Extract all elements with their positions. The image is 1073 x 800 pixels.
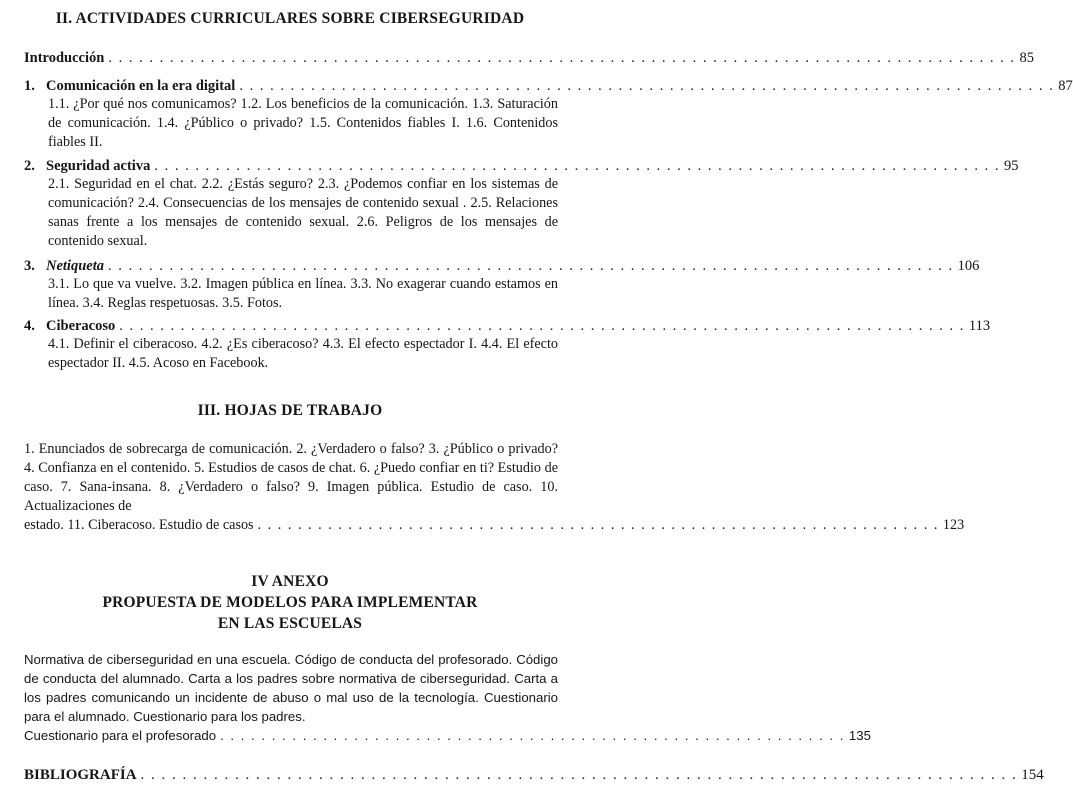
entry-description: 1.1. ¿Por qué nos comunicamos? 1.2. Los beneficios de la comunicación. 1.3. Saturación de comunicación. 1.4. ¿Público o privado? 1.5. Contenidos fiables I. 1.6. Contenidos fiables II.: [48, 96, 558, 150]
toc-entry-3[interactable]: [24, 258, 980, 313]
dot-leader: . . . . . . . . . . . . . . . . . . . . . . . . . . . . . . . . . . . . . . . . . . . . . . . . . . . . . . . . . . . . . . . . . . . . . . . . . . . . . . . .: [239, 78, 1055, 94]
dot-leader: . . . . . . . . . . . . . . . . . . . . . . . . . . . . . . . . . . . . . . . . . . . . . . . . . . . . . . . . . . . . . . . . . . . . . . . . . . . . . . . . . . .: [154, 158, 1000, 174]
section-iv-title-line: PROPUESTA DE MODELOS PARA IMPLEMENTAR: [102, 594, 478, 611]
section-iv-title: [0, 571, 580, 634]
section-iv-title-line: IV ANEXO: [251, 573, 329, 590]
entry-label: Seguridad activa: [46, 158, 151, 174]
annex-text: Normativa de ciberseguridad en una escuela. Código de conducta del profesorado. Código de conducta del alumnado. Carta a los padres sobre normativa de ciberseguridad. Carta a los padres comunicando un incidente de abuso o mal uso de la tecnología. Cuestionario para el alumnado. Cuestionario para los padres.: [24, 652, 558, 724]
toc-entry-1[interactable]: [24, 78, 1073, 152]
section-ii-title: II. ACTIVIDADES CURRICULARES SOBRE CIBERSEGURIDAD: [55, 10, 525, 27]
toc-entry-intro[interactable]: [24, 50, 1034, 67]
section-iv-title-line: EN LAS ESCUELAS: [217, 615, 363, 632]
page-number: 135: [848, 728, 871, 743]
worksheets-last-line: estado. 11. Ciberacoso. Estudio de casos: [24, 517, 254, 533]
entry-number: 4.: [24, 318, 35, 334]
annex-entry[interactable]: [24, 650, 871, 745]
annex-last-line: Cuestionario para el profesorado: [24, 728, 217, 743]
page-number: 113: [968, 318, 991, 334]
dot-leader: . . . . . . . . . . . . . . . . . . . . . . . . . . . . . . . . . . . . . . . . . . . . . . . . . . . . . . . . . . . . . . . . . . . . . . . . . . . . . . . . . . .: [108, 258, 954, 274]
section-iii-title: III. HOJAS DE TRABAJO: [197, 402, 383, 419]
entry-description: 4.1. Definir el ciberacoso. 4.2. ¿Es ciberacoso? 4.3. El efecto espectador I. 4.4. El efecto espectador II. 4.5. Acoso en Facebook.: [48, 336, 558, 371]
entry-label: BIBLIOGRAFÍA: [24, 767, 137, 783]
page-number: 85: [1019, 50, 1034, 66]
entry-number: 2.: [24, 158, 35, 174]
worksheets-entry[interactable]: [24, 440, 965, 535]
entry-label: Introducción: [24, 50, 105, 66]
entry-number: 1.: [24, 78, 35, 94]
page-number: 95: [1003, 158, 1019, 174]
dot-leader: . . . . . . . . . . . . . . . . . . . . . . . . . . . . . . . . . . . . . . . . . . . . . . . . . . . . . . . . . . . . . . . . . . . . . . . . . . . . . . . . . . . .: [140, 767, 1018, 783]
dot-leader: . . . . . . . . . . . . . . . . . . . . . . . . . . . . . . . . . . . . . . . . . . . . . . . . . . . . . . . . . . . . . . . . . . . .: [257, 517, 939, 533]
entry-label: Ciberacoso: [46, 318, 116, 334]
entry-number: 3.: [24, 258, 35, 274]
page-number: 154: [1021, 767, 1044, 783]
dot-leader: . . . . . . . . . . . . . . . . . . . . . . . . . . . . . . . . . . . . . . . . . . . . . . . . . . . . . . . . . . . . . . . . . . . . . . . . . . . . . . . . . . . . . . . . .: [108, 50, 1016, 66]
entry-label: Comunicación en la era digital: [46, 78, 236, 94]
toc-entry-4[interactable]: [24, 318, 991, 373]
entry-description: 3.1. Lo que va vuelve. 3.2. Imagen pública en línea. 3.3. No exagerar cuando estamos en línea. 3.4. Reglas respetuosas. 3.5. Fotos.: [48, 276, 558, 311]
bibliography-entry[interactable]: [24, 767, 1044, 784]
dot-leader: . . . . . . . . . . . . . . . . . . . . . . . . . . . . . . . . . . . . . . . . . . . . . . . . . . . . . . . . . . . . . . . . . . . . . . . . . . . . . . . . . . .: [119, 318, 965, 334]
page-number: 87: [1058, 78, 1073, 94]
entry-label: Netiqueta: [46, 258, 104, 274]
page-number: 123: [942, 517, 965, 533]
page-number: 106: [957, 258, 980, 274]
worksheets-text: 1. Enunciados de sobrecarga de comunicación. 2. ¿Verdadero o falso? 3. ¿Público o privado? 4. Confianza en el contenido. 5. Estudios de casos de chat. 6. ¿Puedo confiar en ti? Estudio de caso. 7. Sana-insana. 8. ¿Verdadero o falso? 9. Imagen pública. Estudio de caso. 10. Actualizaciones de: [24, 441, 558, 514]
toc-entry-2[interactable]: [24, 158, 1019, 251]
dot-leader: . . . . . . . . . . . . . . . . . . . . . . . . . . . . . . . . . . . . . . . . . . . . . . . . . . . . . . . . . . . . .: [220, 728, 845, 743]
entry-description: 2.1. Seguridad en el chat. 2.2. ¿Estás seguro? 2.3. ¿Podemos confiar en los sistemas de comunicación? 2.4. Consecuencias de los mensajes de contenido sexual . 2.5. Relaciones sanas frente a los mensajes de contenido sexual. 2.6. Peligros de los mensajes de contenido sexual.: [48, 176, 558, 249]
